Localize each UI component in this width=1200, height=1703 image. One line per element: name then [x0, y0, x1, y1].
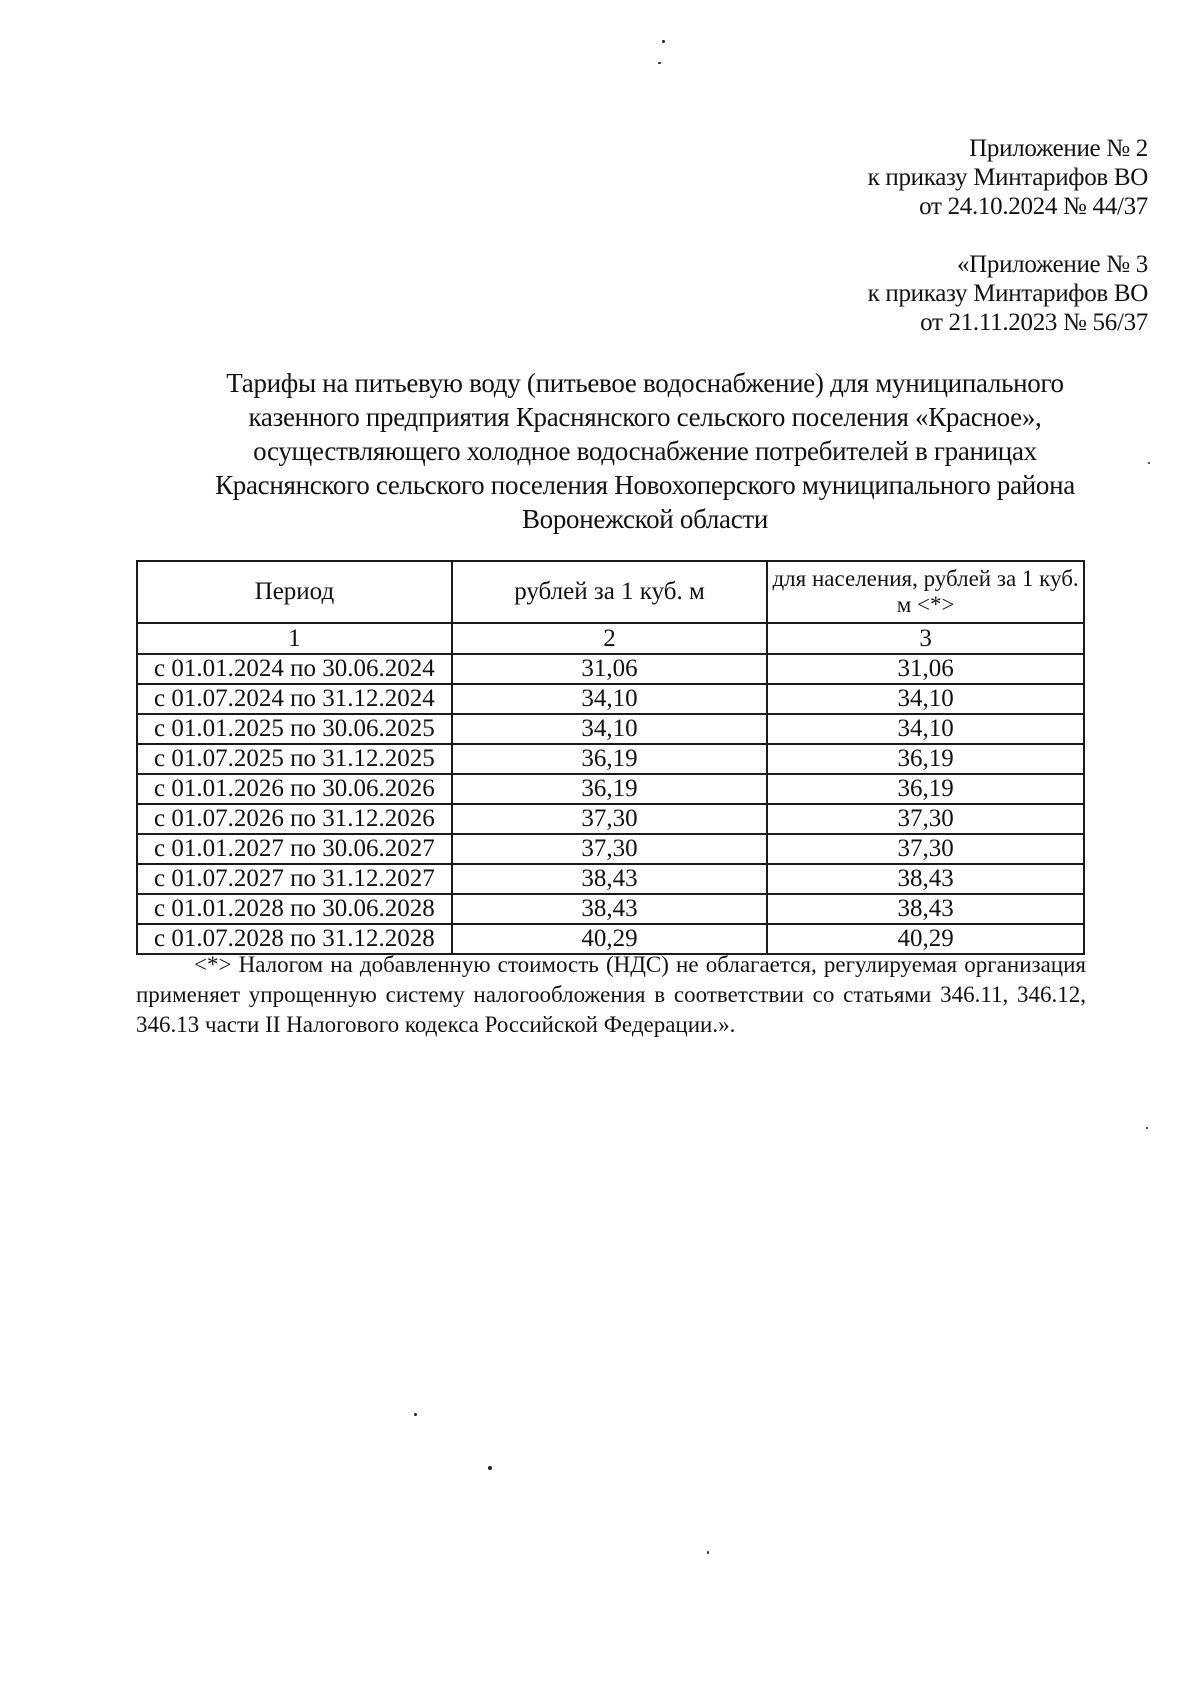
- cell-rate: 31,06: [452, 654, 767, 684]
- cell-period: с 01.01.2028 по 30.06.2028: [137, 894, 452, 924]
- cell-period: с 01.01.2024 по 30.06.2024: [137, 654, 452, 684]
- table-row: [137, 654, 1084, 684]
- cell-population-rate: 36,19: [767, 744, 1084, 774]
- appendix-header-current: [868, 134, 1148, 221]
- scan-speck: [658, 62, 661, 64]
- appendix-header-amended: [868, 250, 1148, 337]
- appendix-order-ref: к приказу Минтарифов ВО: [867, 164, 1148, 191]
- cell-period: с 01.07.2026 по 31.12.2026: [137, 804, 452, 834]
- cell-period: с 01.01.2026 по 30.06.2026: [137, 774, 452, 804]
- table-row: [137, 834, 1084, 864]
- cell-period: с 01.01.2027 по 30.06.2027: [137, 834, 452, 864]
- column-number: 1: [137, 623, 452, 654]
- title-line: казенного предприятия Краснянского сельского поселения «Красное»,: [248, 402, 1042, 432]
- scan-speck: [488, 1466, 492, 1470]
- cell-population-rate: 37,30: [767, 834, 1084, 864]
- header-period: Период: [137, 561, 452, 623]
- document-title: [110, 366, 1180, 536]
- title-line: Краснянского сельского поселения Новохоперского муниципального района: [215, 470, 1075, 500]
- table-column-numbers-row: [137, 623, 1084, 654]
- scan-speck: [707, 1551, 709, 1554]
- column-number: 2: [452, 623, 767, 654]
- title-line: Тарифы на питьевую воду (питьевое водоснабжение) для муниципального: [226, 368, 1064, 398]
- table-row: [137, 804, 1084, 834]
- cell-rate: 38,43: [452, 894, 767, 924]
- cell-period: с 01.07.2025 по 31.12.2025: [137, 744, 452, 774]
- title-line: Воронежской области: [521, 504, 769, 534]
- cell-rate: 37,30: [452, 804, 767, 834]
- cell-rate: 34,10: [452, 714, 767, 744]
- footnote: <*> Налогом на добавленную стоимость (НДС) не облагается, регулируемая организация применяет упрощенную систему налогообложения в соответствии со статьями 346.11, 346.12, 346.13 части II Налогового кодекса Российской Федерации.».: [136, 952, 1086, 1037]
- table-row: [137, 894, 1084, 924]
- appendix-number: «Приложение № 3: [956, 251, 1148, 278]
- cell-population-rate: 37,30: [767, 804, 1084, 834]
- column-number: 3: [767, 623, 1084, 654]
- title-line: осуществляющего холодное водоснабжение потребителей в границах: [253, 436, 1037, 466]
- cell-rate: 36,19: [452, 774, 767, 804]
- table-body: [137, 654, 1084, 954]
- cell-population-rate: 34,10: [767, 714, 1084, 744]
- cell-rate: 37,30: [452, 834, 767, 864]
- appendix-number: Приложение № 2: [969, 135, 1148, 162]
- cell-rate: 40,29: [452, 924, 767, 954]
- appendix-order-date: от 21.11.2023 № 56/37: [920, 309, 1148, 336]
- header-rate: рублей за 1 куб. м: [452, 561, 767, 623]
- tariff-table: [136, 560, 1085, 955]
- appendix-order-date: от 24.10.2024 № 44/37: [919, 193, 1148, 220]
- cell-population-rate: 34,10: [767, 684, 1084, 714]
- table-row: [137, 864, 1084, 894]
- table-header-row: [137, 561, 1084, 623]
- cell-period: с 01.01.2025 по 30.06.2025: [137, 714, 452, 744]
- cell-rate: 34,10: [452, 684, 767, 714]
- cell-population-rate: 36,19: [767, 774, 1084, 804]
- cell-rate: 36,19: [452, 744, 767, 774]
- table-row: [137, 744, 1084, 774]
- cell-rate: 38,43: [452, 864, 767, 894]
- cell-period: с 01.07.2024 по 31.12.2024: [137, 684, 452, 714]
- scan-speck: [1146, 1127, 1148, 1129]
- table-row: [137, 714, 1084, 744]
- scan-speck: [662, 40, 665, 43]
- header-population-rate: для населения, рублей за 1 куб. м <*>: [767, 561, 1084, 623]
- table-row: [137, 684, 1084, 714]
- cell-population-rate: 40,29: [767, 924, 1084, 954]
- table-row: [137, 774, 1084, 804]
- cell-population-rate: 38,43: [767, 894, 1084, 924]
- cell-period: с 01.07.2028 по 31.12.2028: [137, 924, 452, 954]
- appendix-order-ref: к приказу Минтарифов ВО: [867, 280, 1148, 307]
- cell-population-rate: 31,06: [767, 654, 1084, 684]
- cell-period: с 01.07.2027 по 31.12.2027: [137, 864, 452, 894]
- cell-population-rate: 38,43: [767, 864, 1084, 894]
- scan-speck: [414, 1413, 417, 1416]
